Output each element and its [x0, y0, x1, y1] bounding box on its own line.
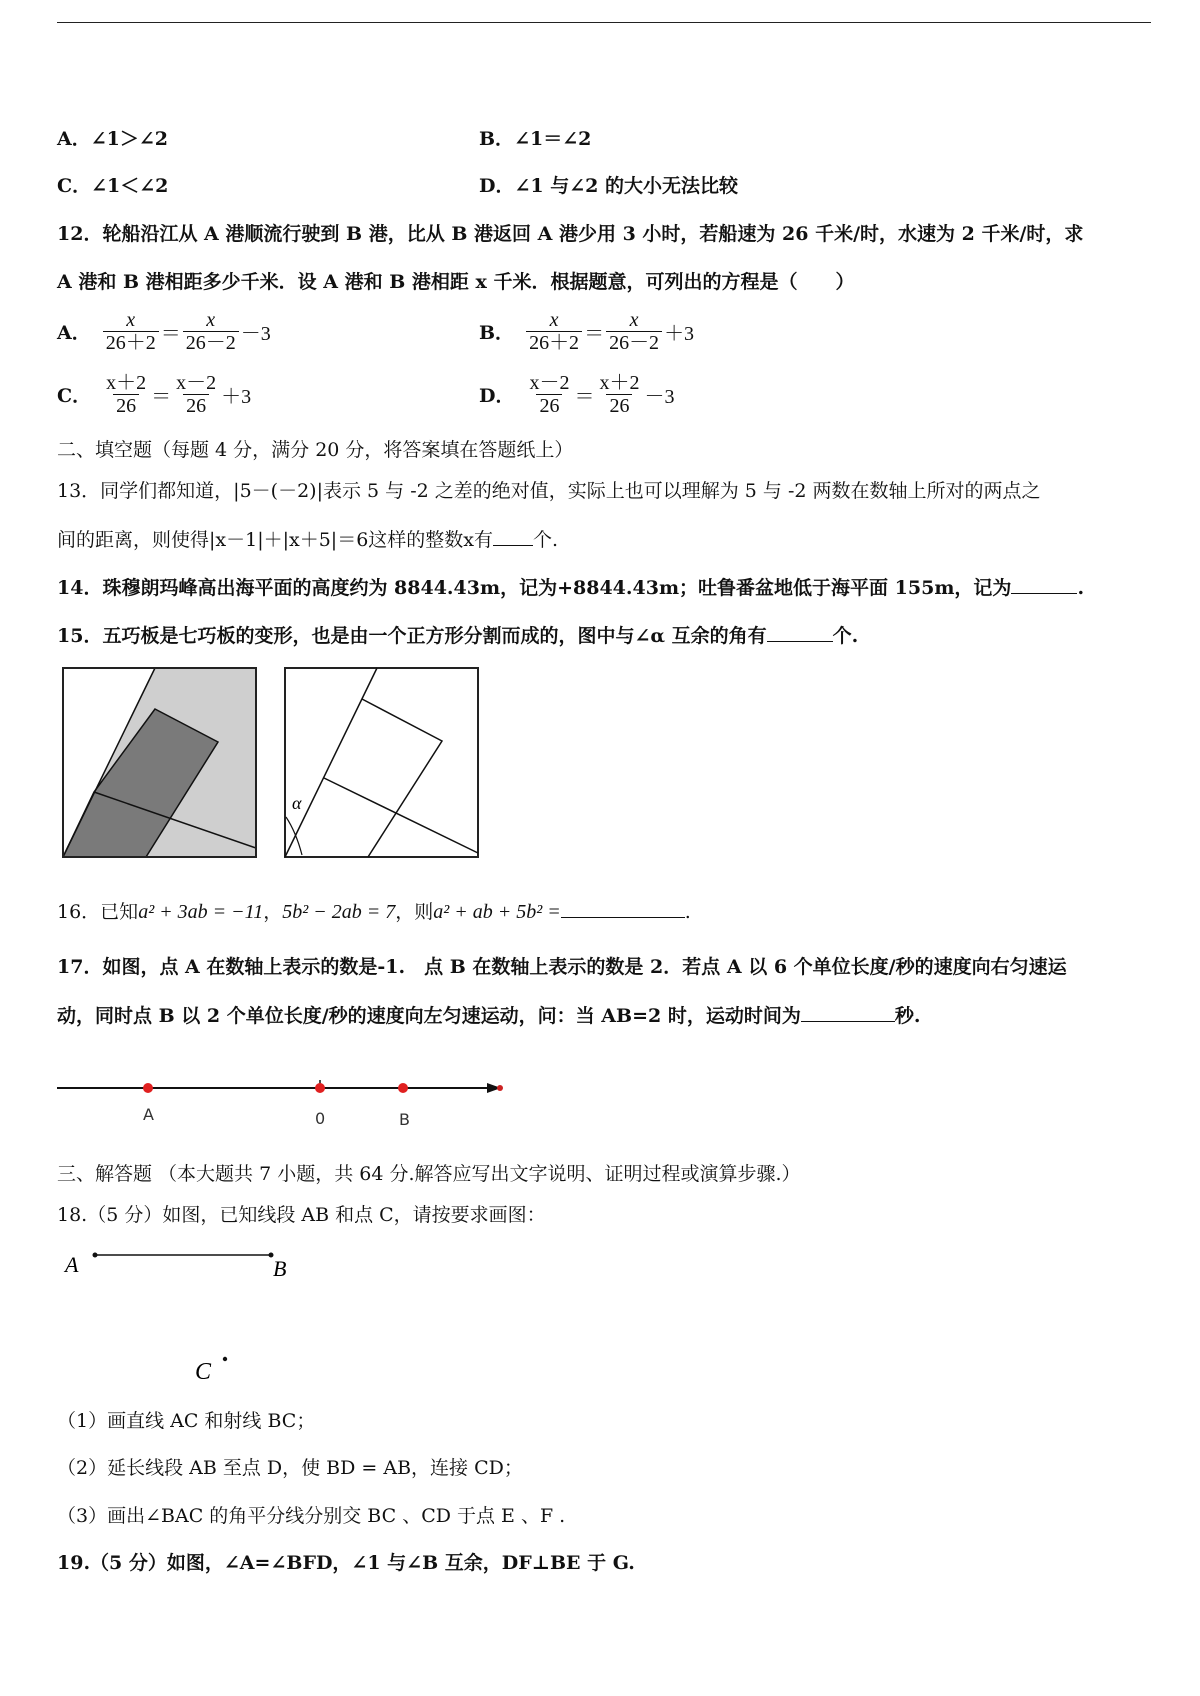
- q15-figure-shaded: [62, 667, 258, 859]
- section-2-heading: 二、填空题（每题 4 分，满分 20 分，将答案填在答题纸上）: [57, 439, 574, 461]
- q13-line2: 间的距离，则使得|x－1|＋|x＋5|＝6这样的整数x有 个.: [57, 529, 559, 551]
- q12-stem-line2: A 港和 B 港相距多少千米．设 A 港和 B 港相距 x 千米．根据题意，可列出的方程是（ ）: [57, 271, 855, 293]
- q12-option-d: D． $\frac{x-2}{26}$ ＝ $\frac{x+2}{26}$ －3: [479, 372, 675, 417]
- alpha-label: α: [292, 793, 302, 813]
- q12-stem-line1: 12．轮船沿江从 A 港顺流行驶到 B 港，比从 B 港返回 A 港少用 3 小时，若船速为 26 千米/时，水速为 2 千米/时，求: [57, 223, 1084, 245]
- q14-answer-blank: [1011, 575, 1077, 594]
- q16-answer-blank: [561, 899, 685, 918]
- q11-option-c: C．∠1＜∠2: [57, 175, 169, 197]
- label-b: B: [399, 1110, 410, 1129]
- q14: 14．珠穆朗玛峰高出海平面的高度约为 8844.43m，记为+8844.43m；吐鲁番盆地低于海平面 155m，记为 .: [57, 577, 1085, 599]
- q18-step3: （3）画出∠BAC 的角平分线分别交 BC 、CD 于点 E 、F .: [57, 1505, 566, 1527]
- q11-option-b: B．∠1＝∠2: [479, 128, 592, 150]
- q12-option-b: B． $\frac{x}{26+2}$ ＝ $\frac{x}{26-2}$ ＋3: [479, 309, 695, 354]
- q15: 15．五巧板是七巧板的变形，也是由一个正方形分割而成的，图中与∠α 互余的角有 个.: [57, 625, 859, 647]
- q15-answer-blank: [767, 623, 833, 642]
- section-3-heading: 三、解答题 （本大题共 7 小题，共 64 分.解答应写出文字说明、证明过程或演算步骤.）: [57, 1163, 801, 1185]
- q11-option-a: A．∠1＞∠2: [57, 128, 169, 150]
- q12-option-c: C． $\frac{x+2}{26}$ ＝ $\frac{x-2}{26}$ ＋3: [57, 372, 252, 417]
- q18-title: 18.（5 分）如图，已知线段 AB 和点 C，请按要求画图：: [57, 1204, 546, 1226]
- point-b-marker: [398, 1083, 408, 1093]
- q16: 16．已知a² + 3ab = −11，5b² − 2ab = 7，则a² + ab + 5b² = .: [57, 901, 691, 923]
- q17-line2: 动，同时点 B 以 2 个单位长度/秒的速度向左匀速运动，问：当 AB=2 时，运动时间为 秒.: [57, 1005, 921, 1027]
- q13-line1: 13．同学们都知道，|5－(－2)|表示 5 与 -2 之差的绝对值，实际上也可以理解为 5 与 -2 两数在数轴上所对的两点之: [57, 480, 1041, 502]
- label-a: A: [65, 1252, 79, 1277]
- q13-answer-blank: [493, 527, 533, 546]
- q19: 19.（5 分）如图，∠A=∠BFD，∠1 与∠B 互余，DF⊥BE 于 G.: [57, 1552, 635, 1574]
- q18-step2: （2）延长线段 AB 至点 D，使 BD = AB，连接 CD；: [57, 1457, 523, 1479]
- q17-number-line: [55, 1070, 515, 1130]
- q15-figure-outline: [284, 667, 480, 859]
- header-rule: [57, 22, 1151, 23]
- q17-answer-blank: [801, 1003, 895, 1022]
- q18-figure: [55, 1242, 315, 1392]
- origin-marker: [315, 1083, 325, 1093]
- label-a: A: [143, 1105, 154, 1124]
- point-a-marker: [143, 1083, 153, 1093]
- q18-step1: （1）画直线 AC 和射线 BC；: [57, 1410, 316, 1432]
- q11-option-d: D．∠1 与∠2 的大小无法比较: [479, 175, 738, 197]
- label-o: 0: [315, 1109, 326, 1128]
- label-c: C: [195, 1359, 212, 1385]
- q12-option-a: A． $\frac{x}{26+2}$ ＝ $\frac{x}{26-2}$ －3: [57, 309, 271, 354]
- label-b: B: [273, 1256, 287, 1281]
- q17-line1: 17．如图，点 A 在数轴上表示的数是-1. 点 B 在数轴上表示的数是 2．若点 A 以 6 个单位长度/秒的速度向右匀速运: [57, 956, 1067, 978]
